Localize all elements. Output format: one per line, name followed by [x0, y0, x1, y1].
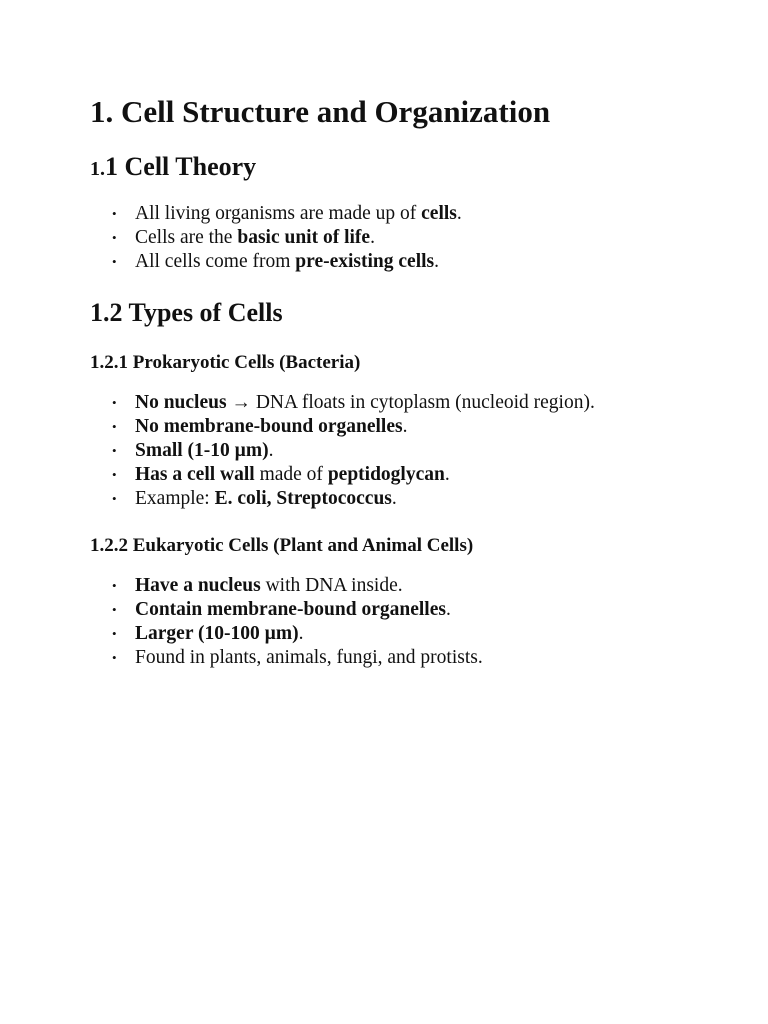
- item-bold: cells: [421, 203, 457, 224]
- list-item: [135, 226, 678, 250]
- list-item: [135, 391, 678, 415]
- list-item: [135, 646, 678, 670]
- item-text: .: [391, 488, 397, 509]
- section-heading-cell-theory: [90, 150, 678, 186]
- item-text: with DNA inside.: [260, 575, 403, 596]
- item-bold: basic unit of life: [237, 227, 371, 248]
- list-item: [135, 250, 678, 274]
- item-bold: No nucleus: [135, 392, 227, 413]
- item-text: Found in plants, animals, fungi, and protists.: [135, 647, 483, 668]
- list-item: [135, 598, 678, 622]
- item-text: .: [268, 440, 274, 461]
- list-item: [135, 439, 678, 463]
- list-item: [135, 622, 678, 646]
- item-text: → DNA floats in cytoplasm (nucleoid region).: [226, 392, 595, 413]
- list-item: [135, 202, 678, 226]
- item-text: All cells come from: [135, 251, 296, 272]
- item-bold: Have a nucleus: [135, 575, 261, 596]
- item-text: .: [444, 464, 450, 485]
- item-text: .: [445, 599, 451, 620]
- item-text: .: [434, 251, 439, 272]
- list-item: [135, 415, 678, 439]
- subsection-heading-eukaryotic: 1.2.2 Eukaryotic Cells (Plant and Animal Cells): [90, 535, 474, 556]
- subsection-heading-prokaryotic: 1.2.1 Prokaryotic Cells (Bacteria): [90, 352, 361, 373]
- eukaryotic-list: [90, 574, 678, 670]
- section-number-rest: 1: [105, 152, 118, 181]
- section-title: Cell Theory: [124, 152, 257, 181]
- item-bold: No membrane-bound organelles: [135, 416, 403, 437]
- list-item: [135, 574, 678, 598]
- item-bold: Contain membrane-bound organelles: [135, 599, 446, 620]
- item-text: .: [402, 416, 408, 437]
- section-heading-types-of-cells: 1.2 Types of Cells: [90, 298, 283, 327]
- item-bold: peptidoglycan: [327, 464, 445, 485]
- item-text: .: [298, 623, 304, 644]
- item-text: made of: [254, 464, 328, 485]
- prokaryotic-list: [90, 391, 678, 511]
- item-bold: E. coli, Streptococcus: [214, 488, 392, 509]
- item-text: Cells are the: [135, 227, 238, 248]
- item-text: All living organisms are made up of: [135, 203, 422, 224]
- item-bold: Larger (10-100 µm): [135, 623, 299, 644]
- item-bold: Has a cell wall: [135, 464, 255, 485]
- item-bold: Small (1-10 µm): [135, 440, 269, 461]
- item-text: .: [456, 203, 462, 224]
- list-item: [135, 487, 678, 511]
- item-text: Example:: [135, 488, 215, 509]
- item-bold: pre-existing cells: [295, 251, 435, 272]
- item-text: .: [370, 227, 375, 248]
- page-title: 1. Cell Structure and Organization: [90, 94, 551, 129]
- section-number-prefix: 1.: [90, 158, 105, 180]
- list-item: [135, 463, 678, 487]
- cell-theory-list: [90, 202, 678, 274]
